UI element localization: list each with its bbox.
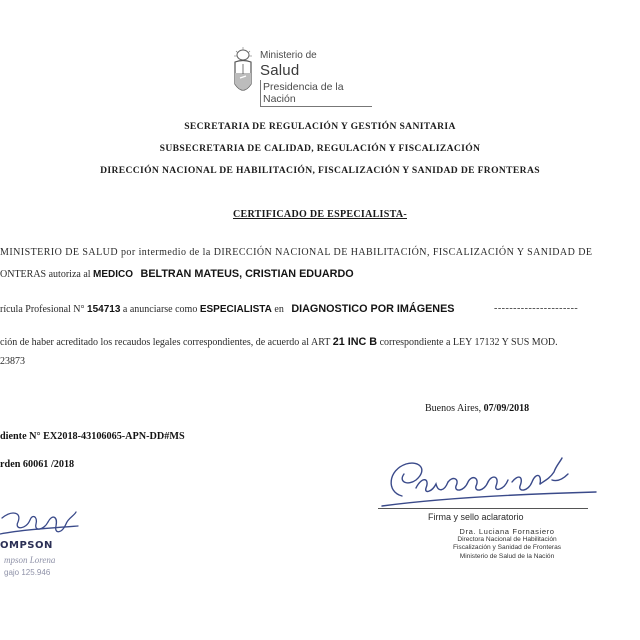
issue-date: 07/09/2018 (483, 403, 530, 414)
body-line1: MINISTERIO DE SALUD por intermedio de la DIRECCIÓN NACIONAL DE HABILITACIÓN, FISCALIZACIÓN Y SANIDAD DE (0, 247, 593, 258)
expediente-number: EX2018-43106065-APN-DD#MS (43, 431, 185, 442)
director-stamp (432, 528, 582, 561)
place: Buenos Aires, (425, 403, 484, 414)
left-stamp-line3: gajo 125.946 (4, 568, 51, 577)
letterhead-line2: Salud (260, 62, 300, 79)
stamp-title3: Ministerio de Salud de la Nación (459, 552, 555, 560)
letterhead-line3: Presidencia de la Nación (260, 80, 372, 107)
stamp-title1: Directora Nacional de Habilitación (457, 536, 557, 544)
left-stamp-name: OMPSON (0, 540, 53, 551)
signature-line (378, 508, 588, 509)
body-line3 (0, 303, 455, 315)
certificate-title: CERTIFICADO DE ESPECIALISTA- (232, 209, 407, 220)
body-line2-prefix: ONTERAS autoriza al (0, 269, 94, 280)
place-date (425, 403, 529, 414)
argentina-shield-icon (232, 46, 254, 98)
specialty-dashes: ---------------------- (494, 303, 579, 314)
body-line2 (0, 268, 354, 280)
expediente (0, 431, 185, 442)
signature-label: Firma y sello aclaratorio (428, 512, 524, 522)
letterhead-line1: Ministerio de (260, 50, 317, 61)
especialista-label: ESPECIALISTA (199, 304, 272, 315)
left-stamp-line2: mpson Lorena (4, 555, 56, 565)
body-line5: 23873 (0, 356, 25, 367)
header-line2: SUBSECRETARIA DE CALIDAD, REGULACIÓN Y FISCALIZACIÓN (159, 143, 481, 154)
ley-text: correspondiente a LEY 17132 Y SUS MOD. (377, 337, 558, 348)
orden-label: rden (0, 459, 23, 470)
acreditado-text: ción de haber acreditado los recaudos legales correspondientes, de acuerdo al ART (0, 337, 333, 348)
director-signature (372, 452, 602, 516)
header-line1: SECRETARIA DE REGULACIÓN Y GESTIÓN SANITARIA (184, 121, 456, 132)
expediente-label: diente N° (0, 431, 44, 442)
header-line3: DIRECCIÓN NACIONAL DE HABILITACIÓN, FISCALIZACIÓN Y SANIDAD DE FRONTERAS (100, 165, 540, 176)
professional-name: BELTRAN MATEUS, CRISTIAN EDUARDO (140, 268, 354, 280)
stamp-name: Dra. Luciana Fornasiero (459, 527, 555, 536)
anunciarse-text: a anunciarse como (120, 304, 200, 315)
matricula-label: rícula Profesional N° (0, 304, 88, 315)
profession: MEDICO (93, 269, 134, 280)
orden-number: 60061 /2018 (22, 459, 75, 470)
en-text: en (271, 304, 287, 315)
body-line4 (0, 336, 558, 348)
left-signature (0, 504, 80, 544)
stamp-title2: Fiscalización y Sanidad de Fronteras (452, 544, 562, 552)
orden (0, 459, 74, 470)
matricula-number: 154713 (87, 304, 121, 315)
article-ref: 21 INC B (332, 336, 378, 348)
specialty: DIAGNOSTICO POR IMÁGENES (291, 303, 455, 315)
ministry-logo (232, 46, 372, 105)
